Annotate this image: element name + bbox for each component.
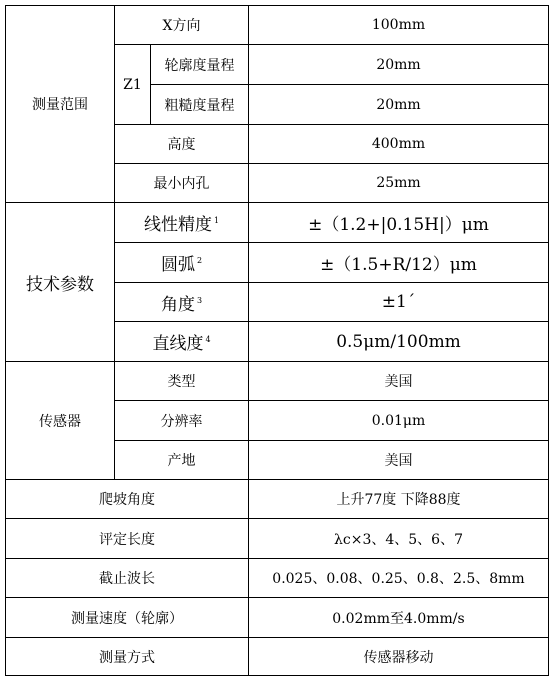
label-min-hole: 最小内孔 bbox=[115, 164, 249, 203]
group-measure-range: 测量范围 bbox=[6, 6, 115, 203]
table-row bbox=[6, 6, 549, 45]
footnote-2: 2 bbox=[196, 256, 203, 266]
label-resolution: 分辨率 bbox=[115, 401, 249, 441]
label-x-direction: X方向 bbox=[115, 6, 249, 45]
label-profile-range: 轮廓度量程 bbox=[151, 45, 249, 85]
label-z1: Z1 bbox=[115, 45, 151, 125]
value-cutoff: 0.025、0.08、0.25、0.8、2.5、8mm bbox=[249, 559, 549, 598]
value-straightness: 0.5μm/100mm bbox=[249, 322, 549, 362]
label-linearity bbox=[115, 203, 249, 243]
footnote-4: 4 bbox=[205, 335, 211, 345]
label-angle-text: 角度 bbox=[160, 294, 195, 315]
value-x-direction: 100mm bbox=[249, 6, 549, 45]
value-linearity: ±（1.2+|0.15H|）μm bbox=[249, 203, 549, 243]
table-row bbox=[6, 480, 549, 519]
label-height: 高度 bbox=[115, 125, 249, 164]
label-origin: 产地 bbox=[115, 441, 249, 480]
footnote-3: 3 bbox=[196, 295, 203, 305]
value-min-hole: 25mm bbox=[249, 164, 549, 203]
table-row bbox=[6, 362, 549, 401]
value-angle: ±1ˊ bbox=[249, 283, 549, 322]
value-sensor-type: 美国 bbox=[249, 362, 549, 401]
label-arc bbox=[115, 243, 249, 283]
value-roughness-range: 20mm bbox=[249, 85, 549, 125]
table-row bbox=[6, 598, 549, 638]
table-row bbox=[6, 203, 549, 243]
value-method: 传感器移动 bbox=[249, 638, 549, 676]
label-method: 测量方式 bbox=[6, 638, 249, 676]
value-arc: ±（1.5+R/12）μm bbox=[249, 243, 549, 283]
value-climb-angle: 上升77度 下降88度 bbox=[249, 480, 549, 519]
footnote-1: 1 bbox=[213, 216, 220, 226]
label-arc-text: 圆弧 bbox=[160, 255, 195, 275]
table-row bbox=[6, 559, 549, 598]
spec-table bbox=[5, 5, 549, 676]
label-speed: 测量速度（轮廓） bbox=[6, 598, 249, 638]
label-angle bbox=[115, 283, 249, 322]
value-speed: 0.02mm至4.0mm/s bbox=[249, 598, 549, 638]
value-eval-length: λc×3、4、5、6、7 bbox=[249, 519, 549, 559]
label-roughness-range: 粗糙度量程 bbox=[151, 85, 249, 125]
value-height: 400mm bbox=[249, 125, 549, 164]
value-profile-range: 20mm bbox=[249, 45, 549, 85]
label-cutoff: 截止波长 bbox=[6, 559, 249, 598]
label-climb-angle: 爬坡角度 bbox=[6, 480, 249, 519]
table-row bbox=[6, 638, 549, 676]
label-eval-length: 评定长度 bbox=[6, 519, 249, 559]
group-tech-params: 技术参数 bbox=[6, 203, 115, 362]
value-origin: 美国 bbox=[249, 441, 549, 480]
label-straightness-text: 直线度 bbox=[152, 334, 204, 354]
label-straightness bbox=[115, 322, 249, 362]
group-sensor: 传感器 bbox=[6, 362, 115, 480]
value-resolution: 0.01μm bbox=[249, 401, 549, 441]
label-sensor-type: 类型 bbox=[115, 362, 249, 401]
label-linearity-text: 线性精度 bbox=[143, 215, 212, 235]
table-row bbox=[6, 519, 549, 559]
